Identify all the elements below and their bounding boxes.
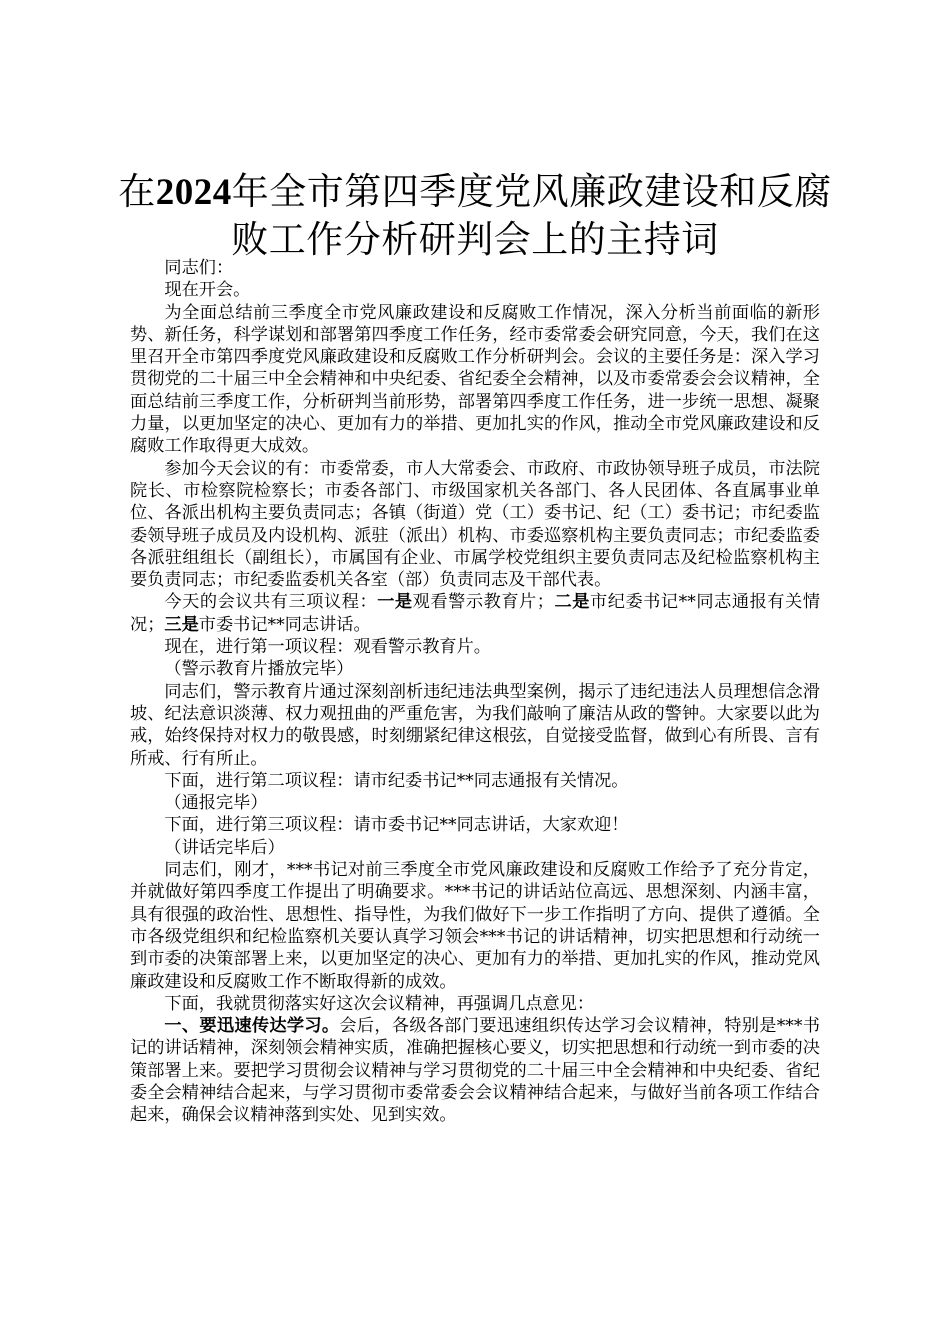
opening-statement: 现在开会。 (164, 280, 251, 301)
stage-note-report-finished: （通报完毕） (164, 793, 268, 814)
title-prefix: 在 (118, 170, 156, 213)
agenda-step-1: 现在，进行第一项议程：观看警示教育片。 (164, 637, 491, 658)
stage-note-video-finished: （警示教育片播放完毕） (164, 659, 354, 680)
closing-intro: 下面，我就贯彻落实好这次会议精神，再强调几点意见： (164, 993, 595, 1014)
agenda-item-3-label: 三是 (164, 614, 199, 635)
title-year: 2024 (155, 172, 232, 213)
point-1-heading: 一、要迅速传达学习。 (164, 1016, 340, 1037)
attendees-paragraph: 参加今天会议的有：市委常委，市人大常委会、市政府、市政协领导班子成员，市法院院长、市检察院检察长；市委各部门、市级国家机关各部门、各人民团体、各直属事业单位、各派出机构主要负责同志；各镇（街道）党（工）委书记、纪（工）委书记；市纪委监委领导班子成员及内设机构、派驻（派出）机构、市委巡察机构主要负责同志；市纪委监委各派驻组组长（副组长），市属国有企业、市属学校党组织主要负责同志及纪检监察机构主要负责同志；市纪委监委机关各室（部）负责同志及干部代表。 (130, 458, 820, 591)
salutation: 同志们： (164, 258, 234, 278)
title-suffix: 年全市第四季度党风廉政建设和反腐 (231, 170, 832, 213)
meeting-purpose-paragraph: 为全面总结前三季度全市党风廉政建设和反腐败工作情况，深入分析当前面临的新形势、新任务，科学谋划和部署第四季度工作任务，经市委常委会研究同意，今天，我们在这里召开全市第四季度党风廉政建设和反腐败工作分析研判会。会议的主要任务是：深入学习贯彻党的二十届三中全会精神和中央纪委、省纪委全会精神，以及市委常委会会议精神，全面总结前三季度工作，分析研判当前形势，部署第四季度工作任务，进一步统一思想、凝聚力量，以更加坚定的决心、更加有力的举措、更加扎实的作风，推动全市党风廉政建设和反腐败工作取得更大成效。 (130, 302, 820, 457)
agenda-step-3: 下面，进行第三项议程：请市委书记**同志讲话，大家欢迎！ (164, 815, 629, 836)
stage-note-speech-finished: （讲话完毕后） (164, 837, 285, 858)
point-1-text: 会后，各级各部门要迅速组织传达学习会议精神，特别是***书记的讲话精神，深刻领会精神实质，准确把握核心要义，切实把思想和行动统一到市委的决策部署上来。要把学习贯彻会议精神与学习贯彻党的二十届三中全会精神和中央纪委、省纪委全会精神结合起来，与学习贯彻市委常委会会议精神结合起来，与做好当前各项工作结合起来，确保会议精神落到实处、见到实效。 (130, 1016, 820, 1126)
agenda-paragraph (130, 591, 820, 636)
agenda-intro: 今天的会议共有三项议程： (164, 592, 378, 613)
agenda-item-3-text: 市委书记**同志讲话。 (198, 614, 371, 635)
point-1-paragraph (130, 1015, 820, 1126)
agenda-item-2-label: 二是 (553, 592, 590, 613)
speech-summary-paragraph: 同志们，刚才，***书记对前三季度全市党风廉政建设和反腐败工作给予了充分肯定，并就做好第四季度工作提出了明确要求。***书记的讲话站位高远、思想深刻、内涵丰富，具有很强的政治性、思想性、指导性，为我们做好下一步工作指明了方向、提供了遵循。全市各级党组织和纪检监察机关要认真学习领会***书记的讲话精神，切实把思想和行动统一到市委的决策部署上来，以更加坚定的决心、更加有力的举措、更加扎实的作风，推动党风廉政建设和反腐败工作不断取得新的成效。 (130, 860, 820, 992)
document-title-line-2: 败工作分析研判会上的主持词 (231, 218, 719, 261)
agenda-item-2-text: 市纪委书记**同志通报有关情况； (130, 592, 820, 635)
video-comment-paragraph: 同志们，警示教育片通过深刻剖析违纪违法典型案例，揭示了违纪违法人员理想信念滑坡、纪法意识淡薄、权力观扭曲的严重危害，为我们敲响了廉洁从政的警钟。大家要以此为戒，始终保持对权力的敬畏感，时刻绷紧纪律这根弦，自觉接受监督，做到心有所畏、言有所戒、行有所止。 (130, 681, 820, 769)
agenda-step-2: 下面，进行第二项议程：请市纪委书记**同志通报有关情况。 (164, 770, 629, 791)
agenda-item-1-label: 一是 (377, 592, 413, 613)
document-body (130, 257, 820, 1127)
agenda-item-1-text: 观看警示教育片； (412, 592, 554, 613)
document-title-line-1 (100, 166, 850, 219)
